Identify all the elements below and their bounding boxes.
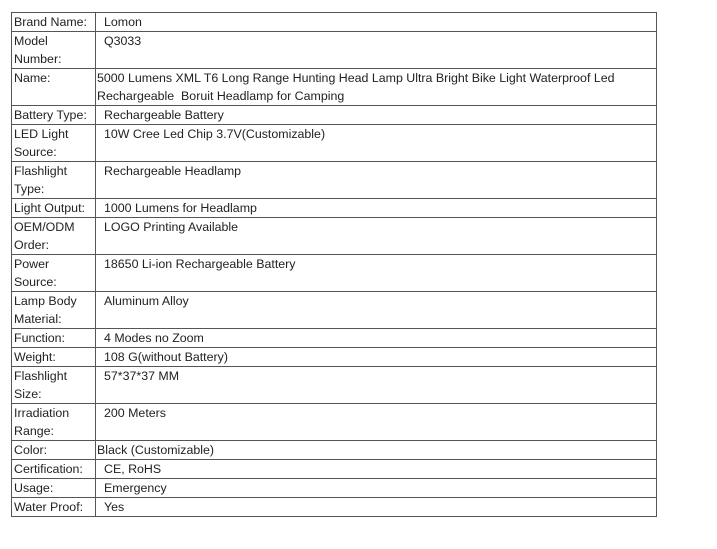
- spec-row: [12, 69, 657, 106]
- spec-label: Model Number:: [12, 32, 96, 69]
- spec-row: [12, 404, 657, 441]
- spec-row: [12, 348, 657, 367]
- spec-label: Light Output:: [12, 199, 96, 218]
- spec-row: [12, 32, 657, 69]
- spec-row: [12, 162, 657, 199]
- spec-row: [12, 292, 657, 329]
- spec-row: [12, 441, 657, 460]
- spec-label: LED Light Source:: [12, 125, 96, 162]
- spec-value: CE, RoHS: [96, 460, 657, 479]
- spec-value: 200 Meters: [96, 404, 657, 441]
- spec-label: Flashlight Type:: [12, 162, 96, 199]
- spec-row: [12, 199, 657, 218]
- spec-value: Black (Customizable): [96, 441, 657, 460]
- spec-value: 108 G(without Battery): [96, 348, 657, 367]
- spec-value: Q3033: [96, 32, 657, 69]
- spec-label: Flashlight Size:: [12, 367, 96, 404]
- spec-label: OEM/ODM Order:: [12, 218, 96, 255]
- spec-label: Color:: [12, 441, 96, 460]
- spec-label: Name:: [12, 69, 96, 106]
- spec-value: 18650 Li-ion Rechargeable Battery: [96, 255, 657, 292]
- spec-label: Weight:: [12, 348, 96, 367]
- spec-value: Emergency: [96, 479, 657, 498]
- spec-value: 1000 Lumens for Headlamp: [96, 199, 657, 218]
- spec-value: 4 Modes no Zoom: [96, 329, 657, 348]
- spec-row: [12, 498, 657, 517]
- spec-row: [12, 106, 657, 125]
- spec-value: 5000 Lumens XML T6 Long Range Hunting Head Lamp Ultra Bright Bike Light Waterproof Led Rechargeable Boruit Headlamp for Camping: [96, 69, 657, 106]
- spec-row: [12, 367, 657, 404]
- spec-table-body: [12, 13, 657, 517]
- spec-row: [12, 13, 657, 32]
- spec-value: Yes: [96, 498, 657, 517]
- spec-row: [12, 218, 657, 255]
- spec-row: [12, 460, 657, 479]
- spec-value: Aluminum Alloy: [96, 292, 657, 329]
- spec-label: Water Proof:: [12, 498, 96, 517]
- spec-label: Usage:: [12, 479, 96, 498]
- spec-value: Rechargeable Battery: [96, 106, 657, 125]
- spec-label: Lamp Body Material:: [12, 292, 96, 329]
- spec-label: Power Source:: [12, 255, 96, 292]
- spec-row: [12, 329, 657, 348]
- spec-value: Rechargeable Headlamp: [96, 162, 657, 199]
- spec-row: [12, 125, 657, 162]
- spec-value: 10W Cree Led Chip 3.7V(Customizable): [96, 125, 657, 162]
- spec-row: [12, 255, 657, 292]
- spec-label: Brand Name:: [12, 13, 96, 32]
- spec-row: [12, 479, 657, 498]
- spec-value: Lomon: [96, 13, 657, 32]
- spec-label: Battery Type:: [12, 106, 96, 125]
- spec-value: 57*37*37 MM: [96, 367, 657, 404]
- product-spec-table: [11, 12, 657, 517]
- spec-label: Function:: [12, 329, 96, 348]
- spec-label: Certification:: [12, 460, 96, 479]
- spec-value: LOGO Printing Available: [96, 218, 657, 255]
- spec-label: Irradiation Range:: [12, 404, 96, 441]
